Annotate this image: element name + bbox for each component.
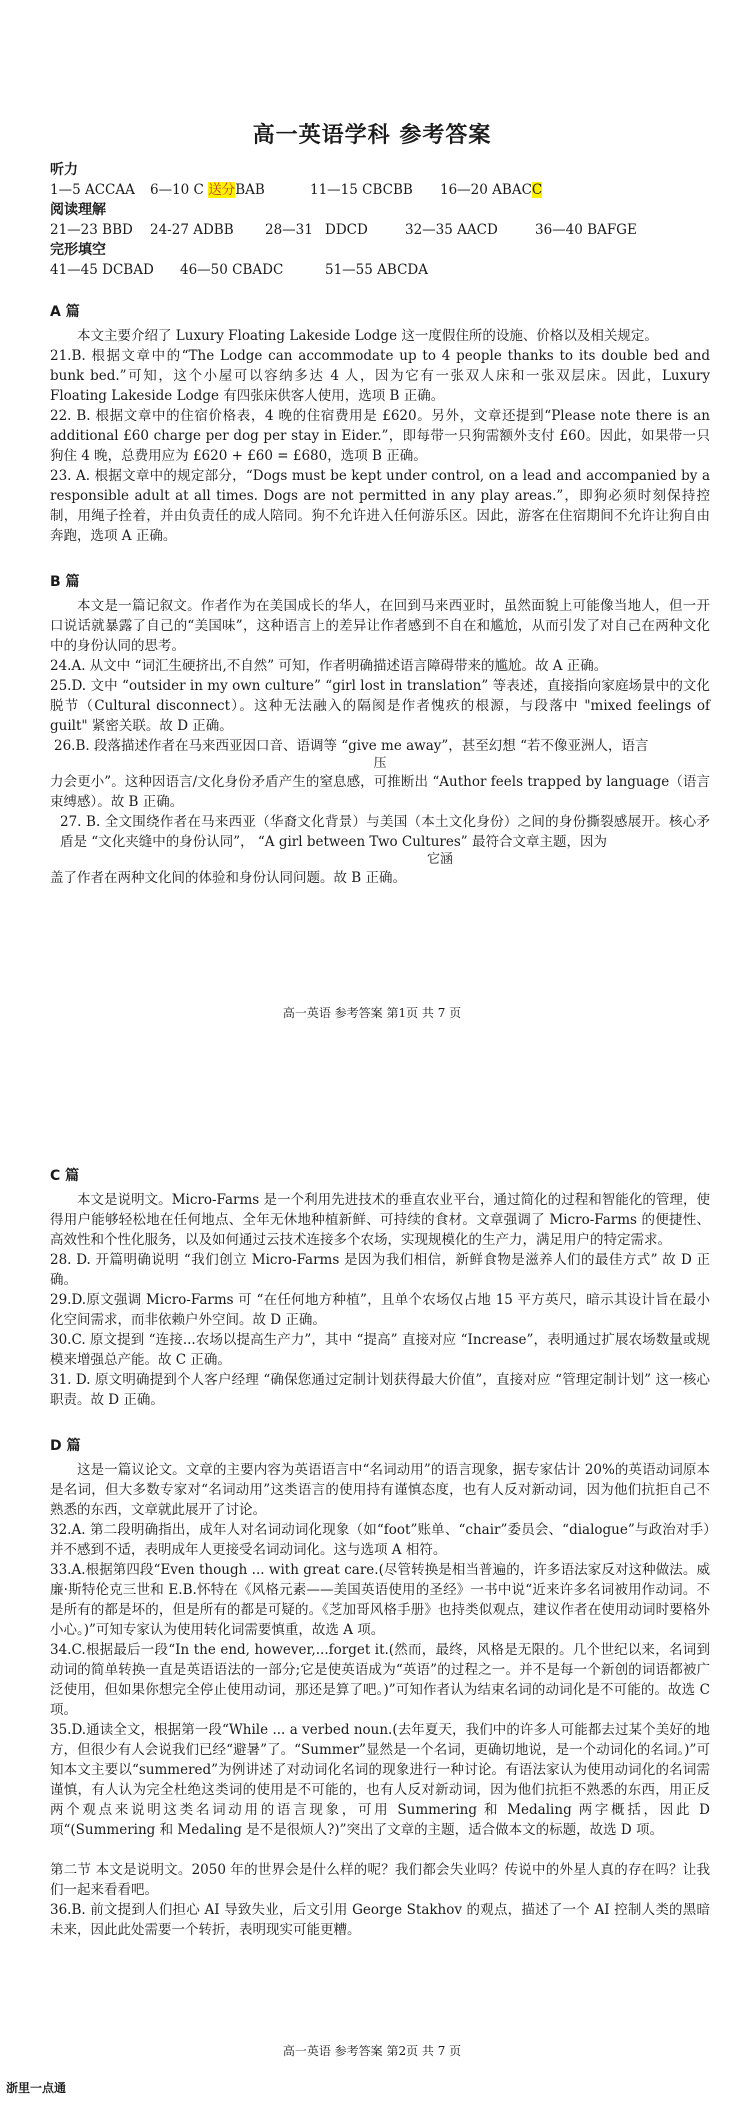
cloze-heading: 完形填空 xyxy=(50,242,106,258)
answer-q28: 28. D. 开篇明确说明 “我们创立 Micro-Farms 是因为我们相信，新鲜食物是滋养人们的最佳方式” 故 D 正确。 xyxy=(50,1252,710,1288)
page-1-footer: 高一英语 参考答案 第1页 共 7 页 xyxy=(282,1006,462,1020)
answer-q36: 36.B. 前文提到人们担心 AI 导致失业，后文引用 George Stakhov 的观点，描述了一个 AI 控制人类的黑暗未来，因此此处需要一个转折，表明现实可能更糟。 xyxy=(50,1902,710,1938)
page-2 xyxy=(0,1050,744,2104)
answer-q35: 35.D.通读全文，根据第一段“While ... a verbed noun.(去年夏天，我们中的许多人可能都去过某个美好的地方，但很少有人会说我们已经“避暑”了。“Summer”显然是一个名词，更确切地说，是一个动词化的名词。)”可知本文主要以“summered”为例讲述了对动词化名词的现象进行一种讨论。有语法家认为使用动词化的名词需谨慎，有人认为完全杜绝这类词的使用是不可能的，也有人反对新动词，因为他们抗拒不熟悉的东西，用正反两个观点来说明这类名词动用的语言现象，可用 Summering 和 Medaling 两字概括，因此 D 项“(Summering 和 Medaling 是不是很烦人?)”突出了文章的主题，适合做本文的标题，故选 D 项。 xyxy=(50,1722,710,1838)
answer-q33: 33.A.根据第四段“Even though ... with great care.(尽管转换是相当普遍的，许多语法家反对这种做法。威廉·斯特伦克三世和 E.B.怀特在《风格元素——美国英语使用的圣经》一书中说“近来许多名词被用作动词。不是所有的都是坏的，但是所有的都是可疑的。《芝加哥风格手册》也持类似观点，建议作者在使用动词时要格外小心。)”可知专家认为使用转化词需要慎重，故选 A 项。 xyxy=(50,1562,710,1638)
listening-heading: 听力 xyxy=(50,162,78,178)
answer-key-continued xyxy=(50,1166,710,1940)
listening-ans-4: 16—20 ABACC xyxy=(440,182,543,198)
answer-q34: 34.C.根据最后一段“In the end, however,...forget it.(然而，最终，风格是无限的。几个世纪以来，名词到动词的简单转换一直是英语语法的一部分;它是使英语成为“英语”的过程之一。并不是每一个新创的词语都被广泛使用，但如果你想完全停止使用动词，那还是算了吧。)”可知作者认为结束名词的动词化是不可能的。故选 C 项。 xyxy=(50,1642,710,1718)
answer-q24: 24.A. 从文中 “词汇生硬挤出,不自然” 可知，作者明确描述语言障碍带来的尴尬。故 A 正确。 xyxy=(50,658,608,674)
answer-q30: 30.C. 原文提到 “连接...农场以提高生产力”，其中 “提高” 直接对应 “Increase”，表明通过扩展农场数量或规模来增强总产能。故 C 正确。 xyxy=(50,1332,710,1368)
reading-ans-3: 28—31 xyxy=(265,222,313,238)
part-a-heading: A 篇 xyxy=(50,304,80,320)
answer-q26-part1: 26.B. 段落描述作者在马来西亚因口音、语调等 “give me away”，甚至幻想 “若不像亚洲人，语言 xyxy=(54,738,649,754)
listening-answers xyxy=(50,180,710,200)
part-b-intro: 本文是一篇记叙文。作者作为在美国成长的华人，在回到马来西亚时，虽然面貌上可能像当地人，但一开口说话就暴露了自己的“美国味”，这种语言上的差异让作者感到不自在和尴尬，从而引发了对自己在两种文化中的身份认同的思考。 xyxy=(50,598,710,654)
answer-q27-part2: 盖了作者在两种文化间的体验和身份认同问题。故 B 正确。 xyxy=(50,870,407,886)
answer-q22: 22. B. 根据文章中的住宿价格表，4 晚的住宿费用是 £620。另外，文章还提到“Please note there is an additional £60 charge per dog per stay in Eider.”，即每带一只狗需额外支付 £60。因此，如果带一只狗住 4 晚，总费用应为 £620 + £60 = £680，选项 B 正确。 xyxy=(50,408,710,464)
cloze-ans-2: 46—50 CBADC xyxy=(180,262,284,278)
answer-q26-part2: 力会更小”。这种因语言/文化身份矛盾产生的窒息感，可推断出 “Author feels trapped by language（语言束缚感）。故 B 正确。 xyxy=(50,774,711,810)
listening-ans-1: 1—5 ACCAA xyxy=(50,182,135,198)
answer-q31: 31. D. 原文明确提到个人客户经理 “确保您通过定制计划获得最大价值”，直接对应 “管理定制计划” 这一核心职责。故 D 正确。 xyxy=(50,1372,710,1408)
part-d-intro: 这是一篇议论文。文章的主要内容为英语语言中“名词动用”的语言现象，据专家估计 20%的英语动词原本是名词，但大多数专家对“名词动用”这类语言的使用持有谨慎态度，也有人反对新动词，因为他们抗拒自己不熟悉的东西，文章就此展开了讨论。 xyxy=(50,1462,710,1518)
highlight-c: C xyxy=(531,182,543,198)
answer-key xyxy=(50,160,710,888)
page-1 xyxy=(0,0,744,1050)
reading-ans-6: 36—40 BAFGE xyxy=(535,222,637,238)
reading-ans-2: 24-27 ADBB xyxy=(150,222,234,238)
reading-ans-4: DDCD xyxy=(325,222,368,238)
answer-q27-part1: 27. B. 全文围绕作者在马来西亚（华裔文化背景）与美国（本土文化身份）之间的身份撕裂感展开。核心矛盾是 “文化夹缝中的身份认同”， “A girl between Two Cultures” 最符合文章主题，因为 xyxy=(60,814,710,850)
answer-q32: 32.A. 第二段明确指出，成年人对名词动词化现象（如“foot”账单、“chair”委员会、“dialogue”与政治对手）并不感到不适，表明成年人更接受名词动词化。这与选项 A 相符。 xyxy=(50,1522,710,1558)
part-a-intro: 本文主要介绍了 Luxury Floating Lakeside Lodge 这一度假住所的设施、价格以及相关规定。 xyxy=(77,328,658,344)
part-c-intro: 本文是说明文。Micro-Farms 是一个利用先进技术的垂直农业平台，通过简化的过程和智能化的管理，使得用户能够轻松地在任何地点、全年无休地种植新鲜、可持续的食材。文章强调了 Micro-Farms 的便捷性、高效性和个性化服务，以及如何通过云技术连接多个农场，实现规模化的生产力，满足用户的特定需求。 xyxy=(50,1192,710,1248)
cloze-answers xyxy=(50,260,710,280)
cloze-ans-1: 41—45 DCBAD xyxy=(50,262,154,278)
listening-ans-2: 6—10 C 送分BAB xyxy=(150,182,265,198)
watermark-text: 浙里一点通 xyxy=(6,2081,67,2095)
answer-q29: 29.D.原文强调 Micro-Farms 可 “在任何地方种植”，且单个农场仅占地 15 平方英尺，暗示其设计旨在最小化空间需求，而非依赖户外空间。故 D 正确。 xyxy=(50,1292,710,1328)
listening-ans-3: 11—15 CBCBB xyxy=(310,182,413,198)
highlight-bonus: 送分 xyxy=(208,182,236,198)
part-b-heading: B 篇 xyxy=(50,574,80,590)
part-d-heading: D 篇 xyxy=(50,1438,81,1454)
answer-q25: 25.D. 文中 “outsider in my own culture” “girl lost in translation” 等表述，直接指向家庭场景中的文化脱节（Cultural disconnect）。这种无法融入的隔阂是作者愧疚的根源，与段落中 "mixed feelings of guilt" 紧密关联。故 D 正确。 xyxy=(50,678,710,734)
part-c-heading: C 篇 xyxy=(50,1168,80,1184)
page-title: 高一英语学科 参考答案 xyxy=(252,123,492,148)
answer-q27-wrap: 它涵 xyxy=(426,852,453,867)
answer-q21: 21.B. 根据文章中的“The Lodge can accommodate up to 4 people thanks to its double bed and bunk bed.”可知，这个小屋可以容纳多达 4 人，因为它有一张双人床和一张双层床。因此，Luxury Floating Lakeside Lodge 有四张床供客人使用，选项 B 正确。 xyxy=(50,348,710,404)
part2-intro: 第二节 本文是说明文。2050 年的世界会是什么样的呢？我们都会失业吗？传说中的外星人真的存在吗？让我们一起来看看吧。 xyxy=(50,1862,710,1898)
reading-ans-5: 32—35 AACD xyxy=(405,222,498,238)
answer-q23: 23. A. 根据文章中的规定部分，“Dogs must be kept under control, on a lead and accompanied by a responsible adult at all times. Dogs are not permitted in any play areas.”，即狗必须时刻保持控制，用绳子拴着，并由负责任的成人陪同。狗不允许进入任何游乐区。因此，游客在住宿期间不允许让狗自由奔跑，选项 A 正确。 xyxy=(50,468,710,544)
cloze-ans-3: 51—55 ABCDA xyxy=(325,262,428,278)
answer-q26-wrap: 压 xyxy=(373,756,387,771)
reading-ans-1: 21—23 BBD xyxy=(50,222,133,238)
reading-heading: 阅读理解 xyxy=(50,202,106,218)
page-2-footer: 高一英语 参考答案 第2页 共 7 页 xyxy=(282,2044,462,2058)
reading-answers xyxy=(50,220,710,240)
